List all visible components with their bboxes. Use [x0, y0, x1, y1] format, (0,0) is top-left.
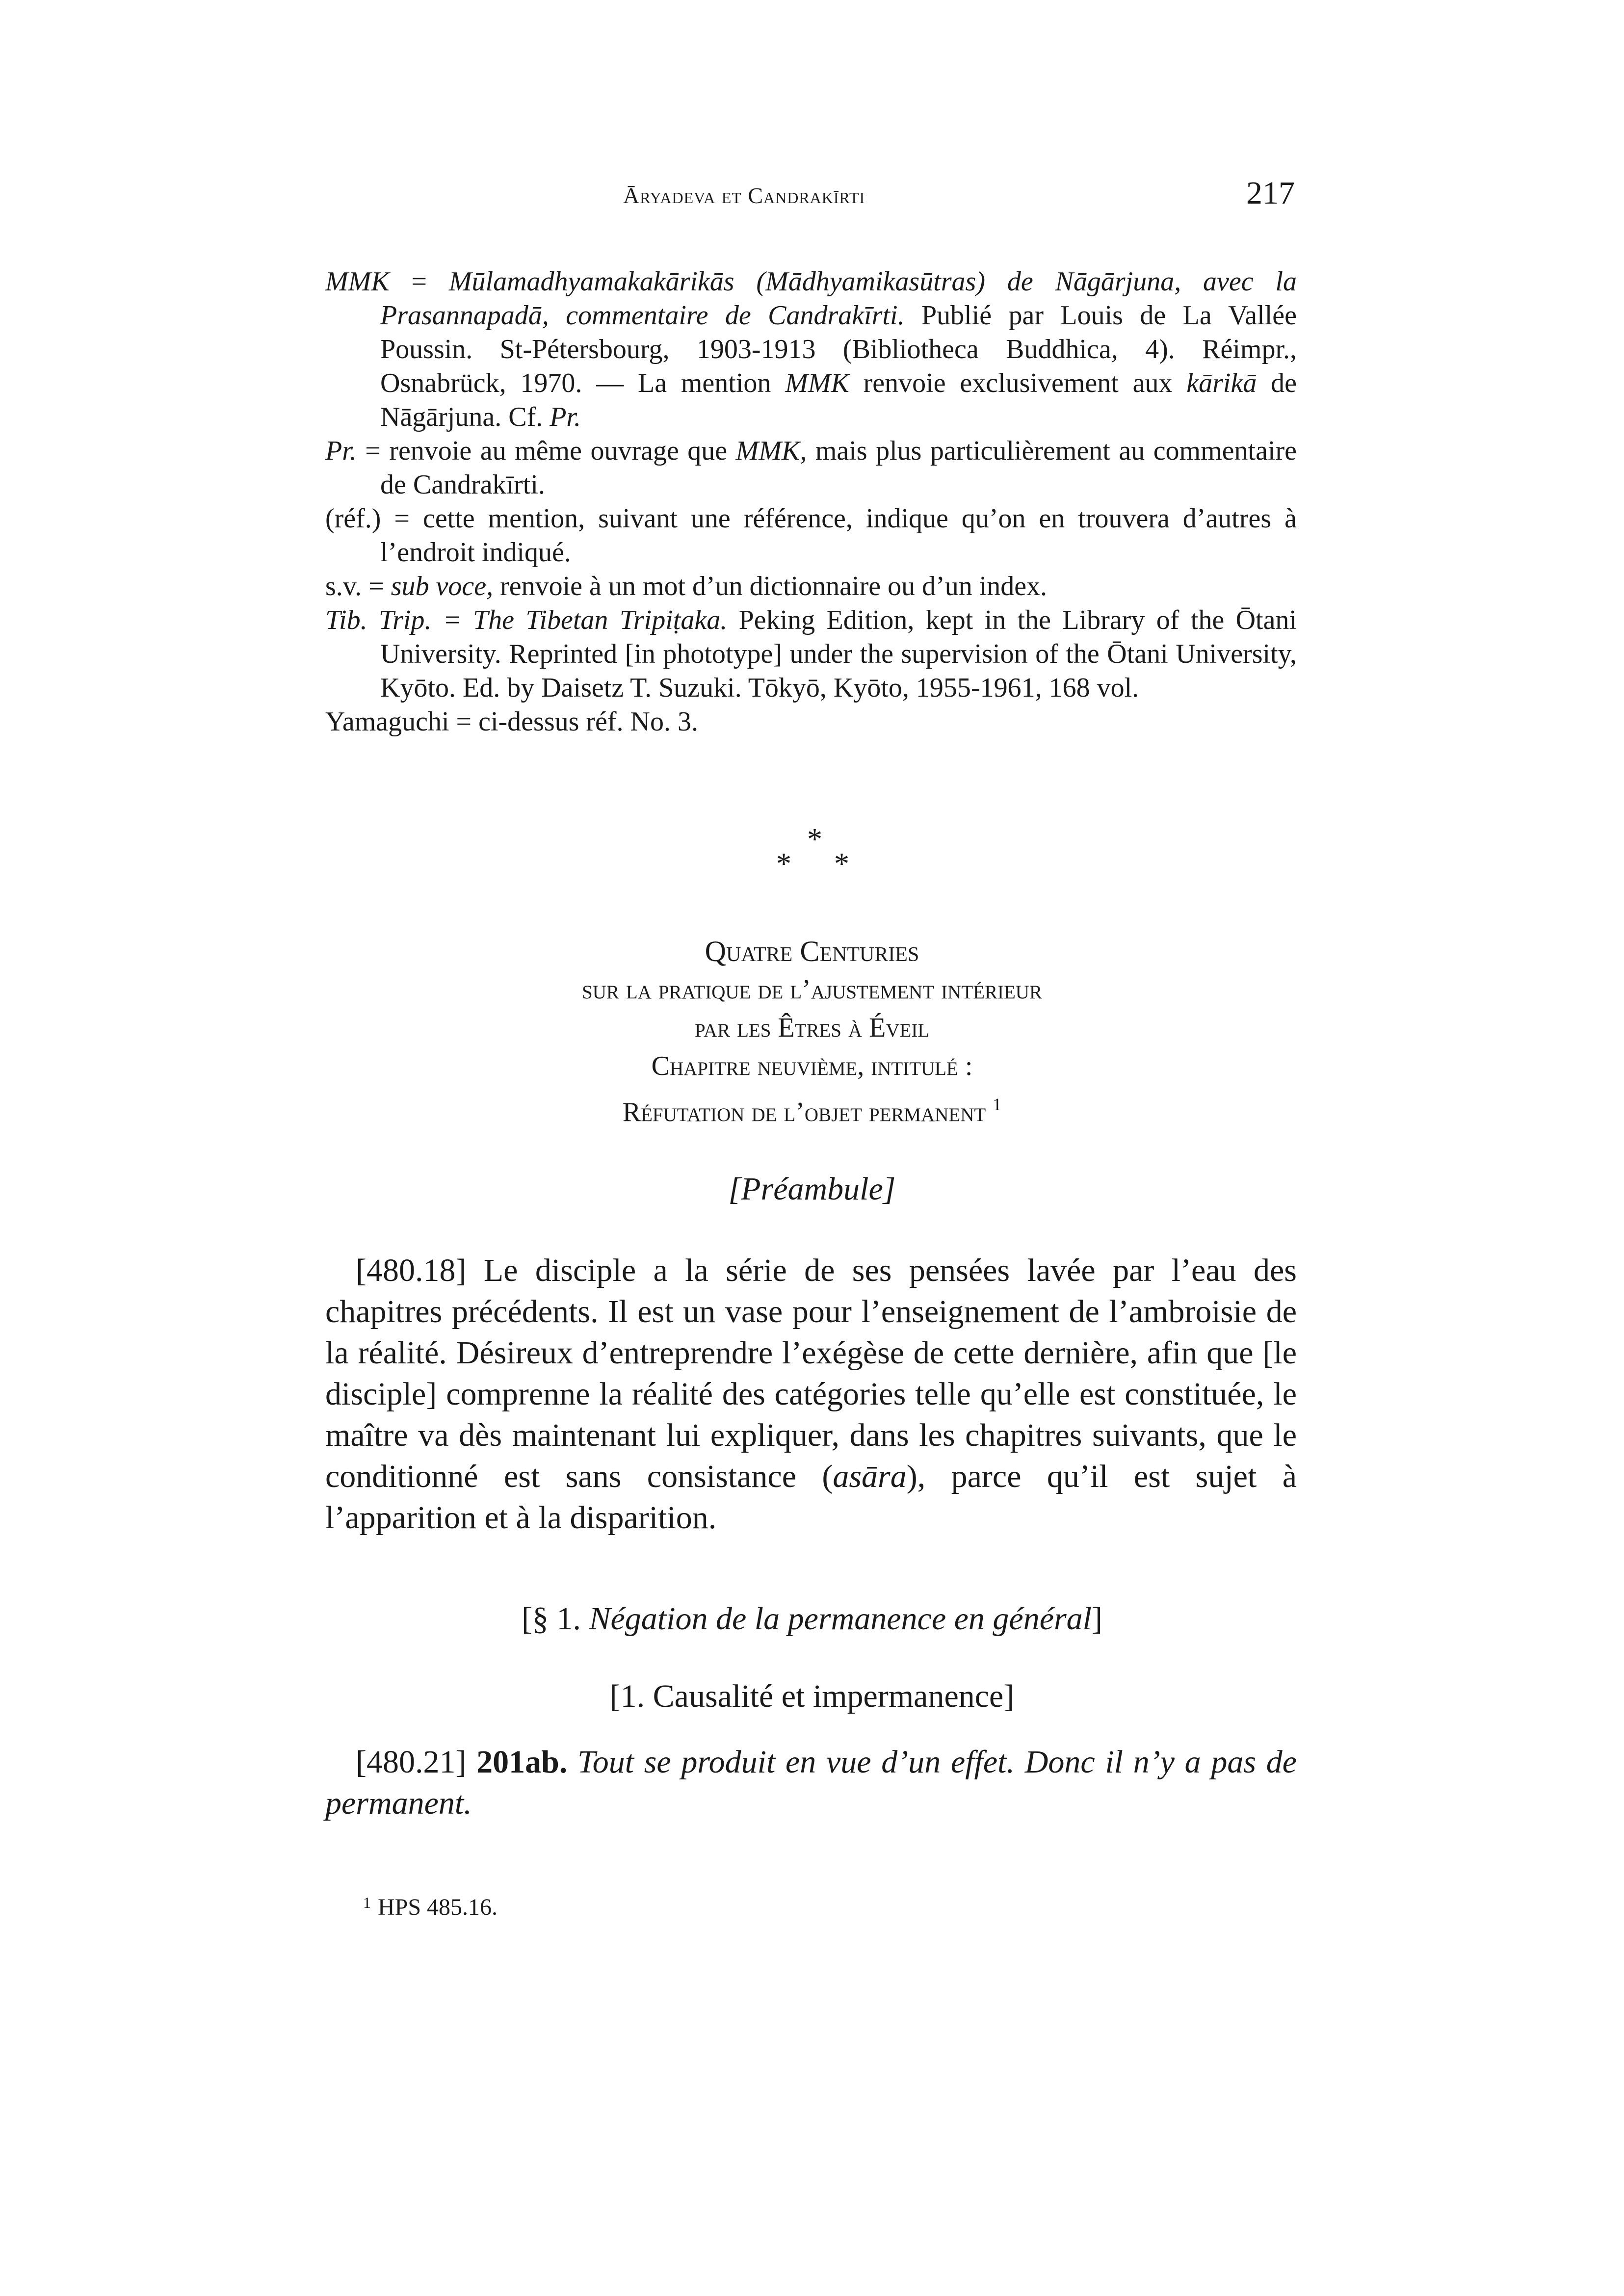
paragraph-preamble: [325, 1250, 1297, 1539]
footnote: [363, 1894, 498, 1921]
abbreviation-entry-mmk: [325, 265, 1297, 434]
italic-term: kārikā: [1186, 368, 1257, 398]
heading-line-1: Quatre Centuries: [705, 935, 919, 967]
entry-text: (réf.) = cette mention, suivant une référence, indique qu’on en trouvera d’autres à l’endroit indiqué.: [325, 503, 1297, 568]
abbreviation-entry-ref: [325, 502, 1297, 570]
footnote-ref: 1: [993, 1095, 1002, 1114]
heading-line-5-text: Réfutation de l’objet permanent: [622, 1097, 986, 1127]
verse-number: 201ab.: [476, 1744, 568, 1780]
work-title: Mūlamadhyamakakārikās (Mādhyamikasūtras) de Nāgārjuna, avec la Prasannapadā, commentaire de Candrakīrti.: [380, 266, 1297, 331]
entry-text: renvoie exclusivement aux: [849, 368, 1187, 398]
entry-text: de Nāgārjuna. Cf.: [380, 368, 1297, 432]
preamble-heading: [Préambule]: [728, 1171, 896, 1207]
subsection-heading: [1. Causalité et impermanence]: [609, 1678, 1015, 1714]
paragraph-text: [325, 1250, 1297, 1539]
paragraph-text-part: Le disciple a la série de ses pensées lavée par l’eau des chapitres précédents. Il est un vase pour l’enseignement de l’ambroisie de la réalité. Désireux d’entreprendre l’exégèse de cette dernière, afin que [le disciple] comprenne la réalité des catégories telle qu’elle est constituée, le maître va dès maintenant lui expliquer, dans les chapitres suivants, que le conditionné est sans consistance (: [325, 1252, 1297, 1494]
asterism-star-top: *: [807, 823, 822, 856]
abbreviation-term: Pr.: [325, 436, 357, 466]
abbreviation-entry-yamaguchi: [325, 705, 1297, 739]
equals-sign: =: [389, 266, 449, 297]
asterism-star-left: *: [776, 847, 791, 881]
page-number: 217: [1246, 175, 1295, 211]
heading-line-2: sur la pratique de l’ajustement intérieur: [582, 974, 1042, 1005]
entry-text: mais plus particulièrement au commentaire de Candrakīrti.: [380, 436, 1297, 500]
heading-line-4: Chapitre neuvième, intitulé :: [651, 1051, 973, 1081]
abbreviation-term: Tib. Trip. = The Tibetan Tripiṭaka.: [325, 605, 728, 635]
abbreviation-term: MMK,: [735, 436, 807, 466]
abbreviation-term: MMK: [785, 368, 849, 398]
chapter-heading: [0, 932, 1624, 1131]
italic-term: sub voce,: [391, 571, 494, 601]
abbreviation-term: MMK: [325, 266, 390, 297]
abbreviation-term: Pr.: [550, 402, 581, 432]
section-prefix: [§ 1.: [521, 1601, 589, 1637]
section-suffix: ]: [1092, 1601, 1102, 1637]
heading-line-5: [0, 1085, 1624, 1131]
sanskrit-term: asāra: [833, 1459, 907, 1494]
footnote-text: HPS 485.16.: [378, 1894, 498, 1920]
entry-text: Yamaguchi = ci-dessus réf. No. 3.: [325, 706, 698, 737]
asterism-star-right: *: [834, 847, 849, 881]
reference-marker: [480.21]: [356, 1744, 477, 1780]
abbreviation-entry-tib-trip: [325, 603, 1297, 705]
entry-text: renvoie à un mot d’un dictionnaire ou d’un index.: [493, 571, 1048, 601]
running-title: Āryadeva et Candrakīrti: [623, 183, 865, 208]
paragraph-text-part: ), parce qu’il est sujet à l’apparition et à la disparition.: [325, 1459, 1297, 1536]
paragraph-text: [325, 1742, 1297, 1824]
abbreviation-term: s.v. =: [325, 571, 391, 601]
verse-text: Tout se produit en vue d’un effet. Donc il n’y a pas de permanent.: [325, 1744, 1297, 1821]
heading-line-3: par les Êtres à Éveil: [694, 1013, 930, 1043]
footnote-number: 1: [363, 1894, 371, 1911]
section-title: Négation de la permanence en général: [589, 1601, 1092, 1637]
abbreviation-entry-pr: [325, 434, 1297, 502]
paragraph-verse: [325, 1742, 1297, 1824]
abbreviation-entry-sv: [325, 570, 1297, 603]
section-heading: [0, 1600, 1624, 1638]
entry-text: Peking Edition, kept in the Library of the Ōtani University. Reprinted [in phototype] under the supervision of the Ōtani University, Kyōto. Ed. by Daisetz T. Suzuki. Tōkyō, Kyōto, 1955-1961, 168 vol.: [380, 605, 1297, 703]
reference-marker: [480.18]: [356, 1252, 467, 1288]
abbreviations-list: [325, 265, 1297, 739]
entry-text: = renvoie au même ouvrage que: [356, 436, 736, 466]
entry-text: Publié par Louis de La Vallée Poussin. St-Pétersbourg, 1903-1913 (Bibliotheca Buddhica, 4). Réimpr., Osnabrück, 1970. — La mention: [380, 300, 1297, 398]
